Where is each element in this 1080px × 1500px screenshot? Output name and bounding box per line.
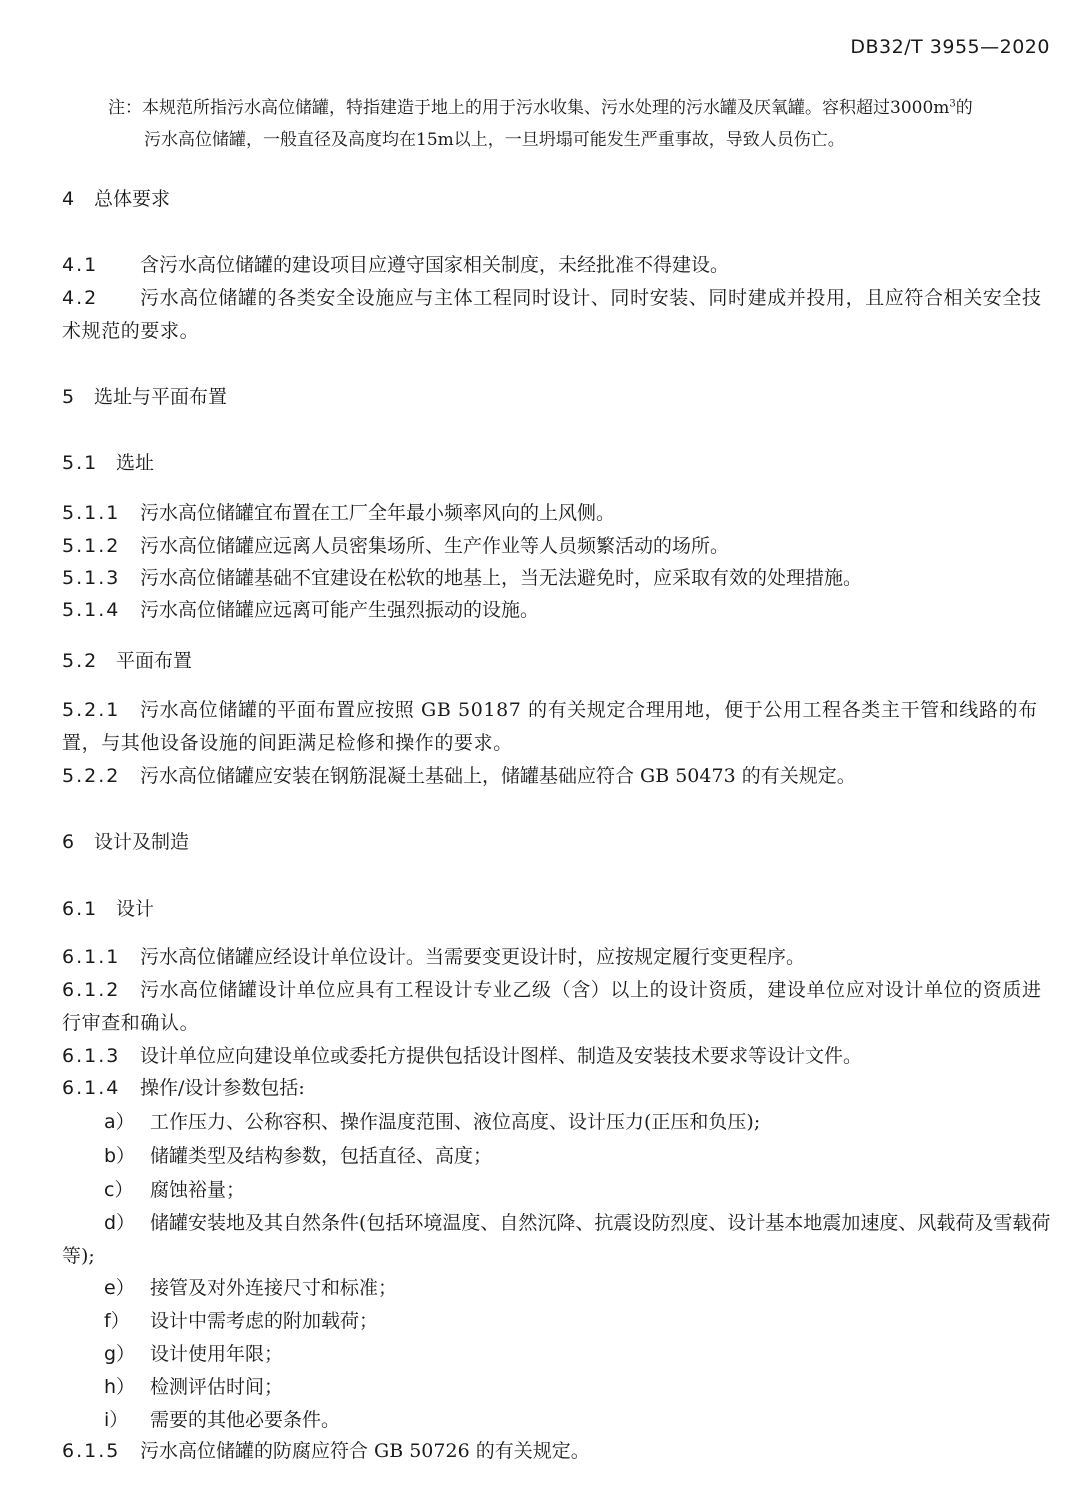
list-item-a: a） 工作压力、公称容积、操作温度范围、液位高度、设计压力(正压和负压); xyxy=(104,1111,761,1133)
list-item-i: i） 需要的其他必要条件。 xyxy=(104,1409,341,1431)
clause-6-1-5: 6.1.5 污水高位储罐的防腐应符合 GB 50726 的有关规定。 xyxy=(62,1440,590,1462)
note-line-2: 污水高位储罐，一般直径及高度均在15m以上，一旦坍塌可能发生严重事故，导致人员伤亡。 xyxy=(144,129,845,150)
list-item-g: g） 设计使用年限； xyxy=(104,1343,284,1365)
clause-5-1-2: 5.1.2 污水高位储罐应远离人员密集场所、生产作业等人员频繁活动的场所。 xyxy=(62,535,730,557)
clause-6-1-3: 6.1.3 设计单位应向建设单位或委托方提供包括设计图样、制造及安装技术要求等设计文件。 xyxy=(62,1045,863,1067)
list-item-b: b） 储罐类型及结构参数，包括直径、高度； xyxy=(104,1145,493,1167)
list-item-d: d） 储罐安装地及其自然条件(包括环境温度、自然沉降、抗震设防烈度、设计基本地震加速度、风载荷及雪载荷等); xyxy=(62,1212,1051,1267)
document-id: DB32/T 3955—2020 xyxy=(850,36,1050,58)
list-item-h: h） 检测评估时间； xyxy=(104,1376,284,1398)
clause-6-1-4: 6.1.4 操作/设计参数包括: xyxy=(62,1077,305,1099)
clause-6-1-2: 6.1.2 污水高位储罐设计单位应具有工程设计专业乙级（含）以上的设计资质，建设单位应对设计单位的资质进行审查和确认。 xyxy=(62,979,1042,1034)
section-5-1-heading: 5.1 选址 xyxy=(62,452,155,474)
clause-5-1-1: 5.1.1 污水高位储罐宜布置在工厂全年最小频率风向的上风侧。 xyxy=(62,502,616,524)
clause-4-2: 4.2 污水高位储罐的各类安全设施应与主体工程同时设计、同时安装、同时建成并投用，且应符合相关安全技术规范的要求。 xyxy=(62,287,1042,342)
clause-5-2-1: 5.2.1 污水高位储罐的平面布置应按照 GB 50187 的有关规定合理用地，便于公用工程各类主干管和线路的布置，与其他设备设施的间距满足检修和操作的要求。 xyxy=(62,699,1038,754)
section-6-1-heading: 6.1 设计 xyxy=(62,898,155,920)
note-line-1: 注：本规范所指污水高位储罐，特指建造于地上的用于污水收集、污水处理的污水罐及厌氧罐。容积超过$3000m^3$的 xyxy=(108,97,973,118)
list-item-e: e） 接管及对外连接尺寸和标准； xyxy=(104,1277,398,1299)
clause-5-1-3: 5.1.3 污水高位储罐基础不宜建设在松软的地基上，当无法避免时，应采取有效的处理措施。 xyxy=(62,567,863,589)
list-item-c: c） 腐蚀裕量； xyxy=(104,1179,246,1201)
list-item-f: f） 设计中需考虑的附加载荷； xyxy=(104,1310,379,1332)
clause-6-1-1: 6.1.1 污水高位储罐应经设计单位设计。当需要变更设计时，应按规定履行变更程序。 xyxy=(62,946,806,968)
clause-5-1-4: 5.1.4 污水高位储罐应远离可能产生强烈振动的设施。 xyxy=(62,599,540,621)
note-block xyxy=(108,88,1058,156)
clause-4-1: 4.1 含污水高位储罐的建设项目应遵守国家相关制度，未经批准不得建设。 xyxy=(62,254,730,276)
section-5-heading: 5 选址与平面布置 xyxy=(62,386,228,408)
section-5-2-heading: 5.2 平面布置 xyxy=(62,650,193,672)
section-6-heading: 6 设计及制造 xyxy=(62,831,190,853)
clause-5-2-2: 5.2.2 污水高位储罐应安装在钢筋混凝土基础上，储罐基础应符合 GB 50473 的有关规定。 xyxy=(62,765,856,787)
section-4-heading: 4 总体要求 xyxy=(62,188,171,210)
